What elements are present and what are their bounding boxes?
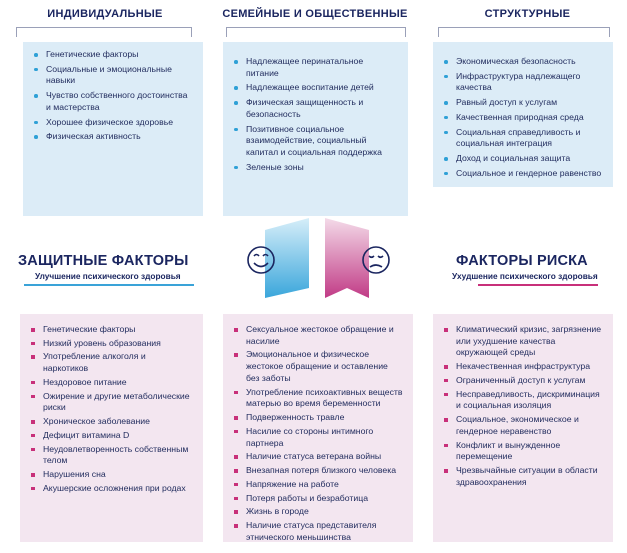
- list-item: Некачественная инфраструктура: [443, 361, 603, 373]
- list-item: Эмоциональное и физическое жестокое обращение и оставление без заботы: [233, 349, 403, 384]
- protective-factors-subtitle: Улучшение психического здоровья: [35, 271, 181, 281]
- risk-list-individual: [30, 324, 193, 495]
- protective-factors-title: ЗАЩИТНЫЕ ФАКТОРЫ: [18, 253, 189, 269]
- risk-list-structural: [443, 324, 603, 489]
- list-item: Надлежащее воспитание детей: [233, 82, 398, 94]
- list-item: Сексуальное жестокое обращение и насилие: [233, 324, 403, 347]
- category-title-family-social: СЕМЕЙНЫЕ И ОБЩЕСТВЕННЫЕ: [222, 8, 408, 20]
- list-item: Физическая защищенность и безопасность: [233, 97, 398, 120]
- risk-underline: [478, 284, 598, 286]
- protective-box-structural: [433, 42, 613, 187]
- protective-underline: [24, 284, 194, 286]
- list-item: Потеря работы и безработица: [233, 493, 403, 505]
- list-item: Подверженность травле: [233, 412, 403, 424]
- list-item: Употребление алкоголя и наркотиков: [30, 351, 193, 374]
- blue-ribbon: [265, 218, 309, 298]
- list-item: Нездоровое питание: [30, 377, 193, 389]
- list-item: Доход и социальная защита: [443, 153, 603, 165]
- list-item: Хорошее физическое здоровье: [33, 117, 193, 129]
- list-item: Качественная природная среда: [443, 112, 603, 124]
- category-title-structural: СТРУКТУРНЫЕ: [484, 8, 571, 20]
- list-item: Генетические факторы: [30, 324, 193, 336]
- list-item: Ожирение и другие метаболические риски: [30, 391, 193, 414]
- list-item: Социальное и гендерное равенство: [443, 168, 603, 180]
- category-bracket-individual: [16, 27, 192, 37]
- protective-list-individual: [33, 49, 193, 143]
- list-item: Зеленые зоны: [233, 162, 398, 174]
- list-item: Хроническое заболевание: [30, 416, 193, 428]
- list-item: Низкий уровень образования: [30, 338, 193, 350]
- list-item: Конфликт и вынужденное перемещение: [443, 440, 603, 463]
- category-title-individual: ИНДИВИДУАЛЬНЫЕ: [47, 8, 163, 20]
- protective-list-family-social: [233, 56, 398, 174]
- list-item: Равный доступ к услугам: [443, 97, 603, 109]
- list-item: Генетические факторы: [33, 49, 193, 61]
- list-item: Надлежащее перинатальное питание: [233, 56, 398, 79]
- list-item: Социальная справедливость и социальная интеграция: [443, 127, 603, 150]
- list-item: Акушерские осложнения при родах: [30, 483, 193, 495]
- list-item: Позитивное социальное взаимодействие, социальный капитал и социальная поддержка: [233, 124, 398, 159]
- category-bracket-structural: [438, 27, 610, 37]
- list-item: Климатический кризис, загрязнение или ухудшение качества окружающей среды: [443, 324, 603, 359]
- list-item: Несправедливость, дискриминация и социальная изоляция: [443, 389, 603, 412]
- list-item: Экономическая безопасность: [443, 56, 603, 68]
- protective-list-structural: [443, 56, 603, 180]
- list-item: Наличие статуса ветерана войны: [233, 451, 403, 463]
- list-item: Дефицит витамина D: [30, 430, 193, 442]
- list-item: Употребление психоактивных веществ матерью во время беременности: [233, 387, 403, 410]
- list-item: Нарушения сна: [30, 469, 193, 481]
- protective-box-family-social: [223, 42, 408, 216]
- protective-box-individual: [23, 42, 203, 216]
- list-item: Инфраструктура надлежащего качества: [443, 71, 603, 94]
- list-item: Насилие со стороны интимного партнера: [233, 426, 403, 449]
- risk-box-individual: [20, 314, 203, 542]
- mood-ribbons-illustration: [235, 210, 395, 320]
- list-item: Внезапная потеря близкого человека: [233, 465, 403, 477]
- risk-factors-title: ФАКТОРЫ РИСКА: [456, 253, 588, 269]
- list-item: Напряжение на работе: [233, 479, 403, 491]
- list-item: Чрезвычайные ситуации в области здравоохранения: [443, 465, 603, 488]
- risk-factors-subtitle: Ухудшение психического здоровья: [452, 271, 598, 281]
- list-item: Жизнь в городе: [233, 506, 403, 518]
- list-item: Социальные и эмоциональные навыки: [33, 64, 193, 87]
- risk-list-family-social: [233, 324, 403, 543]
- list-item: Чувство собственного достоинства и мастерства: [33, 90, 193, 113]
- list-item: Неудовлетворенность собственным телом: [30, 444, 193, 467]
- list-item: Физическая активность: [33, 131, 193, 143]
- risk-box-structural: [433, 314, 613, 542]
- list-item: Ограниченный доступ к услугам: [443, 375, 603, 387]
- list-item: Наличие статуса представителя этнического меньшинства: [233, 520, 403, 543]
- list-item: Социальное, экономическое и гендерное неравенство: [443, 414, 603, 437]
- risk-box-family-social: [223, 314, 413, 542]
- category-bracket-family-social: [226, 27, 406, 37]
